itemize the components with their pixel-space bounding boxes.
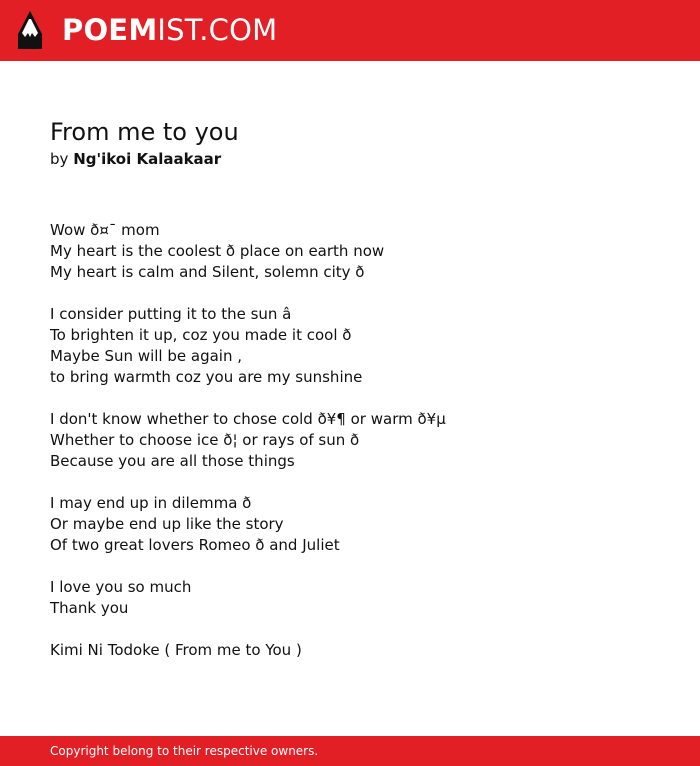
- poem-stanza: [50, 220, 670, 283]
- author-name: Ng'ikoi Kalaakaar: [73, 150, 222, 168]
- poem-line: to bring warmth coz you are my sunshine: [50, 368, 363, 386]
- site-header: [0, 0, 700, 61]
- poem-container: [50, 116, 670, 682]
- poem-title: From me to you: [50, 118, 239, 146]
- poem-stanza: [50, 409, 670, 472]
- poem-line: Maybe Sun will be again ,: [50, 347, 243, 365]
- poem-line: I may end up in dilemma ð: [50, 494, 252, 512]
- poem-line: My heart is the coolest ð place on earth now: [50, 242, 385, 260]
- site-logo-text[interactable]: [62, 11, 277, 49]
- poem-line: I consider putting it to the sun â: [50, 305, 292, 323]
- poem-line: Of two great lovers Romeo ð and Juliet: [50, 536, 340, 554]
- poem-stanza: [50, 493, 670, 556]
- brand-light-part: IST.COM: [157, 13, 278, 47]
- poem-line: Wow ð¤¯ mom: [50, 221, 160, 239]
- byline: [50, 148, 670, 170]
- brand-bold-part: POEM: [62, 13, 158, 47]
- poem-line: Thank you: [50, 599, 129, 617]
- poem-body: [50, 220, 670, 661]
- poem-line: Because you are all those things: [50, 452, 295, 470]
- pencil-tip-icon[interactable]: [17, 10, 43, 50]
- by-label: by: [50, 150, 69, 168]
- poem-stanza: [50, 304, 670, 388]
- poem-line: I love you so much: [50, 578, 192, 596]
- poem-stanza: [50, 577, 670, 619]
- poem-line: My heart is calm and Silent, solemn city ð: [50, 263, 365, 281]
- poem-stanza: [50, 640, 670, 661]
- poem-line: Kimi Ni Todoke ( From me to You ): [50, 641, 302, 659]
- poem-line: Whether to choose ice ð¦ or rays of sun ð: [50, 431, 360, 449]
- poem-line: I don't know whether to chose cold ð¥¶ or warm ð¥µ: [50, 410, 446, 428]
- poem-line: Or maybe end up like the story: [50, 515, 284, 533]
- poem-line: To brighten it up, coz you made it cool ð: [50, 326, 352, 344]
- copyright-text: Copyright belong to their respective owners.: [50, 744, 319, 758]
- site-footer: [0, 736, 700, 766]
